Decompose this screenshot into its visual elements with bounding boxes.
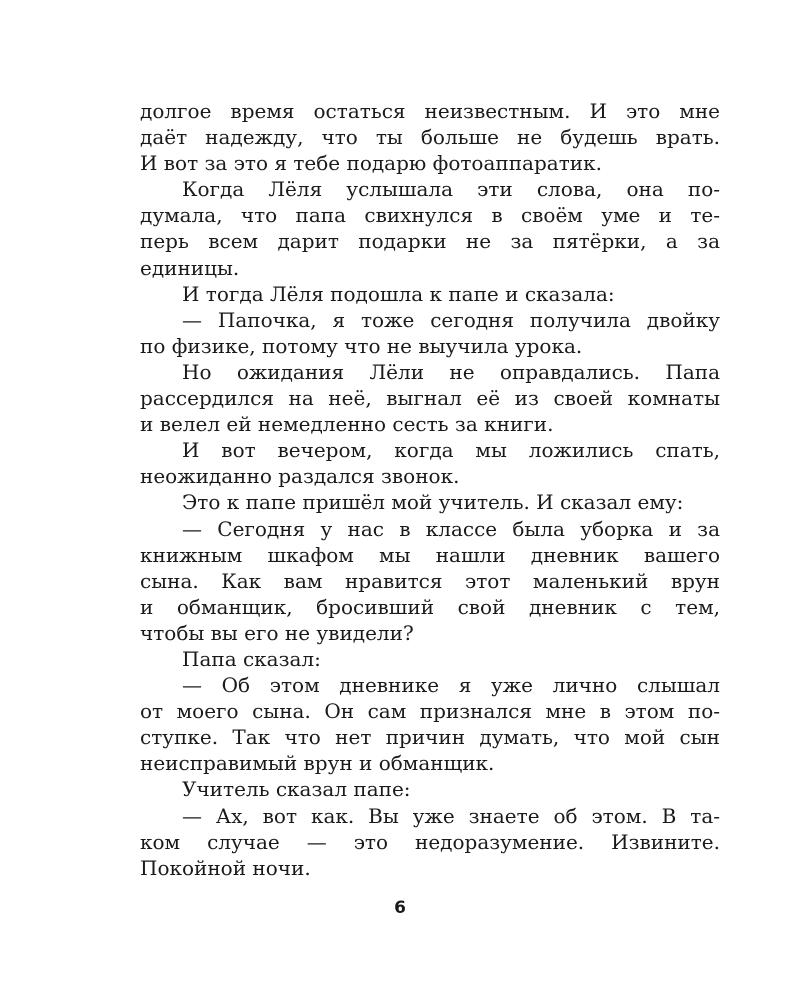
text-line: рассердился на неё, выгнал её из своей комнаты [140, 386, 720, 411]
text-line: Папа сказал: [182, 646, 321, 671]
text-line: ступке. Так что нет причин думать, что мой сын [140, 725, 720, 750]
text-line: и обманщик, бросивший свой дневник с тем, [140, 594, 720, 619]
text-line: — Об этом дневнике я уже лично слышал [182, 673, 720, 698]
text-line: — Ах, вот как. Вы уже знаете об этом. В та- [182, 803, 720, 828]
text-line: долгое время остаться неизвестным. И это мне [140, 99, 720, 123]
text-line: неисправимый врун и обманщик. [140, 751, 495, 776]
text-line: Это к папе пришёл мой учитель. И сказал ему: [182, 490, 684, 515]
text-line: даёт надежду, что ты больше не будешь врать. [140, 125, 720, 150]
text-line: И вот за это я тебе подарю фотоаппаратик. [140, 151, 602, 176]
text-line: — Сегодня у нас в классе была уборка и за [182, 516, 720, 541]
text-line: неожиданно раздался звонок. [140, 464, 460, 489]
text-line: И тогда Лёля подошла к папе и сказала: [182, 281, 615, 306]
text-line: думала, что папа свихнулся в своём уме и те- [140, 203, 720, 228]
text-line: И вот вечером, когда мы ложились спать, [182, 438, 720, 463]
text-line: Покойной ночи. [140, 855, 311, 880]
text-line: Когда Лёля услышала эти слова, она по- [182, 177, 720, 202]
page-number: 6 [394, 898, 406, 918]
text-line: ком случае — это недоразумение. Извините. [140, 829, 720, 854]
text-line: Но ожидания Лёли не оправдались. Папа [182, 359, 720, 384]
page-body [140, 98, 720, 881]
text-line: Учитель сказал папе: [182, 777, 411, 802]
text-line: единицы. [140, 255, 240, 280]
text-line: и велел ей немедленно сесть за книги. [140, 412, 554, 437]
text-line: — Папочка, я тоже сегодня получила двойку [182, 307, 720, 332]
text-line: перь всем дарит подарки не за пятёрки, а за [140, 229, 720, 254]
text-line: книжным шкафом мы нашли дневник вашего [140, 542, 720, 567]
text-line: сына. Как вам нравится этот маленький врун [140, 568, 720, 593]
text-line: по физике, потому что не выучила урока. [140, 333, 583, 358]
text-line: от моего сына. Он сам признался мне в этом по- [140, 699, 720, 724]
text-line: чтобы вы его не увидели? [140, 620, 414, 645]
